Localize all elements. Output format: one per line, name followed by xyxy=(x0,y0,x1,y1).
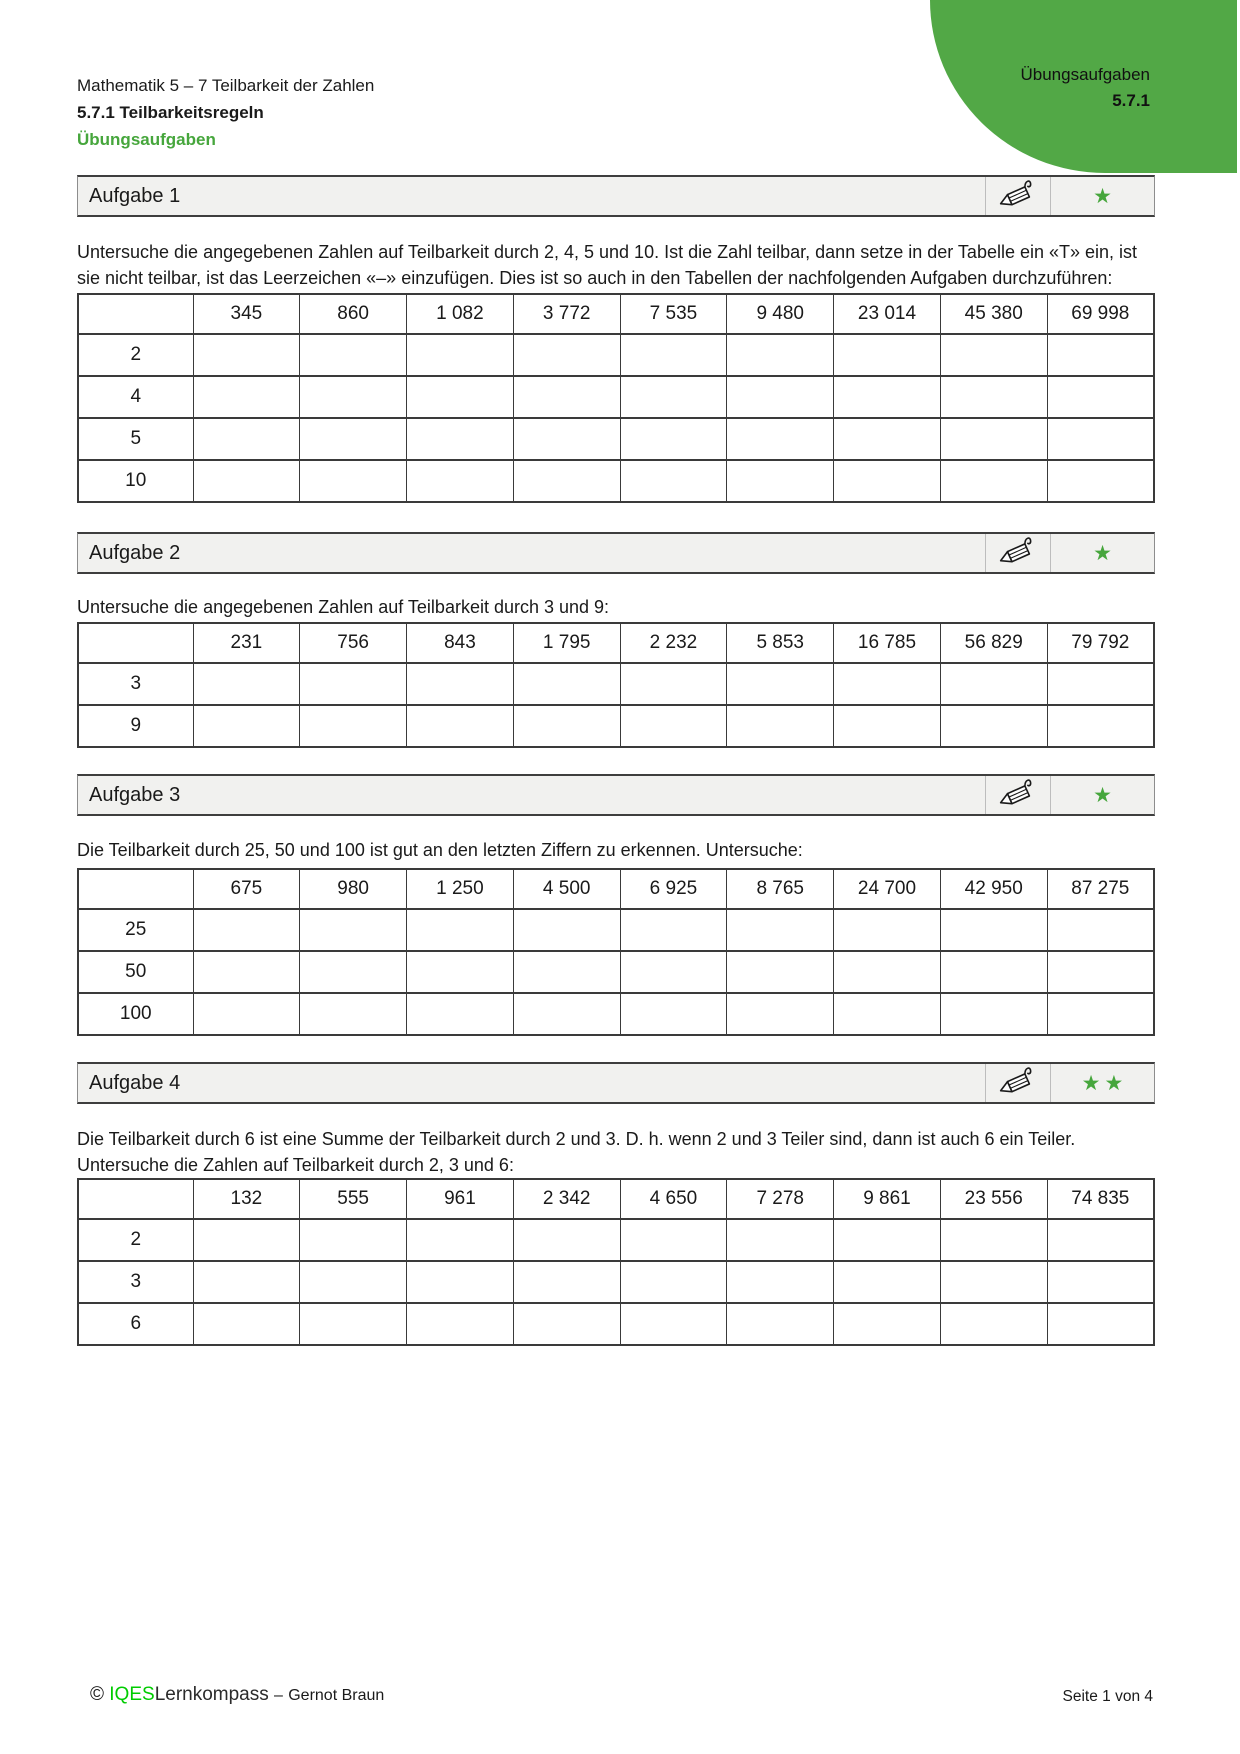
divisor-row-label: 6 xyxy=(78,1303,193,1345)
answer-cell xyxy=(834,663,941,705)
answer-cell xyxy=(1047,1303,1154,1345)
answer-cell xyxy=(834,1261,941,1303)
answer-cell xyxy=(407,663,514,705)
table-row xyxy=(78,1219,1154,1261)
task-title: Aufgabe 4 xyxy=(89,1071,181,1094)
task-section-2 xyxy=(77,532,1155,748)
pencil-icon xyxy=(985,1064,1050,1102)
table-row xyxy=(78,376,1154,418)
answer-cell xyxy=(193,705,300,747)
table-row xyxy=(78,909,1154,951)
divisibility-table xyxy=(77,622,1155,748)
answer-cell xyxy=(513,376,620,418)
answer-cell xyxy=(1047,909,1154,951)
answer-cell xyxy=(193,376,300,418)
number-column-header: 345 xyxy=(193,294,300,334)
answer-cell xyxy=(940,1261,1047,1303)
answer-cell xyxy=(193,951,300,993)
page-indicator: Seite 1 von 4 xyxy=(1062,1688,1153,1705)
answer-cell xyxy=(940,993,1047,1035)
answer-cell xyxy=(193,663,300,705)
answer-cell xyxy=(727,460,834,502)
number-column-header: 7 278 xyxy=(727,1179,834,1219)
footer-brand xyxy=(90,1684,384,1706)
pencil-icon xyxy=(985,534,1050,572)
answer-cell xyxy=(300,418,407,460)
number-column-header: 555 xyxy=(300,1179,407,1219)
divisor-row-label: 50 xyxy=(78,951,193,993)
task-section-4 xyxy=(77,1062,1155,1346)
table-header-row xyxy=(78,623,1154,663)
task-instruction: Untersuche die angegebenen Zahlen auf Teilbarkeit durch 3 und 9: xyxy=(77,597,610,617)
table-row xyxy=(78,1261,1154,1303)
answer-cell xyxy=(193,418,300,460)
answer-cell xyxy=(940,460,1047,502)
number-column-header: 756 xyxy=(300,623,407,663)
answer-cell xyxy=(193,1261,300,1303)
number-column-header: 860 xyxy=(300,294,407,334)
document-header xyxy=(77,72,1155,153)
answer-cell xyxy=(513,909,620,951)
answer-cell xyxy=(407,376,514,418)
answer-cell xyxy=(1047,705,1154,747)
difficulty-stars: ★ xyxy=(1050,776,1154,814)
answer-cell xyxy=(193,1219,300,1261)
answer-cell xyxy=(1047,376,1154,418)
answer-cell xyxy=(300,951,407,993)
answer-cell xyxy=(513,460,620,502)
answer-cell xyxy=(834,1303,941,1345)
answer-cell xyxy=(407,951,514,993)
answer-cell xyxy=(407,418,514,460)
answer-cell xyxy=(1047,663,1154,705)
answer-cell xyxy=(1047,418,1154,460)
number-column-header: 45 380 xyxy=(940,294,1047,334)
number-column-header: 2 232 xyxy=(620,623,727,663)
number-column-header: 23 014 xyxy=(834,294,941,334)
answer-cell xyxy=(940,376,1047,418)
task-instruction: Die Teilbarkeit durch 25, 50 und 100 ist gut an den letzten Ziffern zu erkennen. Untersuche: xyxy=(77,840,803,860)
divisibility-table xyxy=(77,293,1155,503)
answer-cell xyxy=(727,418,834,460)
answer-cell xyxy=(727,951,834,993)
divisor-row-label: 10 xyxy=(78,460,193,502)
divisor-row-label: 9 xyxy=(78,705,193,747)
difficulty-stars: ★ xyxy=(1050,534,1154,572)
answer-cell xyxy=(940,418,1047,460)
divisor-row-label: 25 xyxy=(78,909,193,951)
task-section-3 xyxy=(77,774,1155,1036)
number-column-header: 23 556 xyxy=(940,1179,1047,1219)
number-column-header: 8 765 xyxy=(727,869,834,909)
pencil-icon xyxy=(985,177,1050,215)
copyright-icon: © xyxy=(90,1684,104,1705)
answer-cell xyxy=(940,909,1047,951)
corner-badge-number: 5.7.1 xyxy=(1112,91,1150,110)
answer-cell xyxy=(300,993,407,1035)
number-column-header: 9 480 xyxy=(727,294,834,334)
divisibility-table xyxy=(77,1178,1155,1346)
brand-lernkompass: Lernkompass xyxy=(154,1684,269,1705)
answer-cell xyxy=(407,909,514,951)
answer-cell xyxy=(300,334,407,376)
number-column-header: 42 950 xyxy=(940,869,1047,909)
number-column-header: 3 772 xyxy=(513,294,620,334)
task-title: Aufgabe 3 xyxy=(89,783,181,806)
chapter-title: 5.7.1 Teilbarkeitsregeln xyxy=(77,103,264,122)
number-column-header: 9 861 xyxy=(834,1179,941,1219)
answer-cell xyxy=(300,376,407,418)
answer-cell xyxy=(834,1219,941,1261)
table-row xyxy=(78,951,1154,993)
corner-badge-category: Übungsaufgaben xyxy=(1020,65,1150,84)
answer-cell xyxy=(193,993,300,1035)
number-column-header: 132 xyxy=(193,1179,300,1219)
difficulty-stars: ★★ xyxy=(1050,1064,1154,1102)
answer-cell xyxy=(300,909,407,951)
answer-cell xyxy=(407,705,514,747)
answer-cell xyxy=(1047,1261,1154,1303)
answer-cell xyxy=(1047,993,1154,1035)
table-row xyxy=(78,1303,1154,1345)
answer-cell xyxy=(300,460,407,502)
answer-cell xyxy=(620,1261,727,1303)
answer-cell xyxy=(940,334,1047,376)
number-column-header: 843 xyxy=(407,623,514,663)
divisor-row-label: 100 xyxy=(78,993,193,1035)
answer-cell xyxy=(620,334,727,376)
answer-cell xyxy=(193,460,300,502)
table-row xyxy=(78,993,1154,1035)
answer-cell xyxy=(727,1261,834,1303)
table-row xyxy=(78,705,1154,747)
answer-cell xyxy=(727,993,834,1035)
number-column-header: 79 792 xyxy=(1047,623,1154,663)
divisor-row-label: 2 xyxy=(78,1219,193,1261)
brand-iqes: IQES xyxy=(109,1684,155,1705)
corner-cell xyxy=(78,1179,193,1219)
number-column-header: 6 925 xyxy=(620,869,727,909)
divisor-row-label: 3 xyxy=(78,1261,193,1303)
answer-cell xyxy=(727,705,834,747)
answer-cell xyxy=(834,993,941,1035)
answer-cell xyxy=(834,909,941,951)
number-column-header: 69 998 xyxy=(1047,294,1154,334)
divisibility-table xyxy=(77,868,1155,1036)
answer-cell xyxy=(620,1219,727,1261)
page-content xyxy=(77,0,1155,1346)
answer-cell xyxy=(513,1219,620,1261)
number-column-header: 5 853 xyxy=(727,623,834,663)
number-column-header: 87 275 xyxy=(1047,869,1154,909)
table-row xyxy=(78,663,1154,705)
table-row xyxy=(78,460,1154,502)
corner-cell xyxy=(78,294,193,334)
table-header-row xyxy=(78,294,1154,334)
answer-cell xyxy=(407,1303,514,1345)
answer-cell xyxy=(727,1303,834,1345)
answer-cell xyxy=(940,663,1047,705)
answer-cell xyxy=(300,663,407,705)
answer-cell xyxy=(834,705,941,747)
answer-cell xyxy=(940,951,1047,993)
answer-cell xyxy=(620,460,727,502)
answer-cell xyxy=(620,418,727,460)
answer-cell xyxy=(193,909,300,951)
answer-cell xyxy=(1047,1219,1154,1261)
answer-cell xyxy=(834,376,941,418)
answer-cell xyxy=(727,376,834,418)
answer-cell xyxy=(300,1219,407,1261)
number-column-header: 980 xyxy=(300,869,407,909)
table-header-row xyxy=(78,869,1154,909)
task-header-bar xyxy=(77,774,1155,816)
course-title: Mathematik 5 – 7 Teilbarkeit der Zahlen xyxy=(77,76,375,95)
answer-cell xyxy=(407,334,514,376)
answer-cell xyxy=(620,705,727,747)
answer-cell xyxy=(620,951,727,993)
answer-cell xyxy=(620,909,727,951)
answer-cell xyxy=(620,993,727,1035)
answer-cell xyxy=(834,951,941,993)
answer-cell xyxy=(620,1303,727,1345)
number-column-header: 74 835 xyxy=(1047,1179,1154,1219)
answer-cell xyxy=(407,1261,514,1303)
task-section-1 xyxy=(77,175,1155,503)
number-column-header: 16 785 xyxy=(834,623,941,663)
number-column-header: 56 829 xyxy=(940,623,1047,663)
answer-cell xyxy=(407,460,514,502)
worksheet-type: Übungsaufgaben xyxy=(77,130,216,149)
answer-cell xyxy=(940,1219,1047,1261)
number-column-header: 4 500 xyxy=(513,869,620,909)
table-row xyxy=(78,418,1154,460)
task-title: Aufgabe 1 xyxy=(89,184,181,207)
number-column-header: 1 250 xyxy=(407,869,514,909)
answer-cell xyxy=(300,1261,407,1303)
answer-cell xyxy=(727,663,834,705)
answer-cell xyxy=(513,705,620,747)
table-header-row xyxy=(78,1179,1154,1219)
table-row xyxy=(78,334,1154,376)
corner-cell xyxy=(78,869,193,909)
answer-cell xyxy=(193,1303,300,1345)
answer-cell xyxy=(300,705,407,747)
answer-cell xyxy=(620,663,727,705)
answer-cell xyxy=(1047,334,1154,376)
divisor-row-label: 5 xyxy=(78,418,193,460)
divisor-row-label: 3 xyxy=(78,663,193,705)
divisor-row-label: 2 xyxy=(78,334,193,376)
task-header-bar xyxy=(77,1062,1155,1104)
divisor-row-label: 4 xyxy=(78,376,193,418)
number-column-header: 231 xyxy=(193,623,300,663)
number-column-header: 4 650 xyxy=(620,1179,727,1219)
answer-cell xyxy=(727,909,834,951)
answer-cell xyxy=(834,418,941,460)
footer-author: Gernot Braun xyxy=(288,1687,385,1704)
number-column-header: 1 082 xyxy=(407,294,514,334)
task-header-bar xyxy=(77,532,1155,574)
number-column-header: 961 xyxy=(407,1179,514,1219)
number-column-header: 1 795 xyxy=(513,623,620,663)
answer-cell xyxy=(513,663,620,705)
answer-cell xyxy=(834,334,941,376)
task-header-bar xyxy=(77,175,1155,217)
answer-cell xyxy=(620,376,727,418)
answer-cell xyxy=(300,1303,407,1345)
answer-cell xyxy=(513,1303,620,1345)
footer-separator: – xyxy=(274,1687,283,1704)
number-column-header: 7 535 xyxy=(620,294,727,334)
answer-cell xyxy=(727,334,834,376)
task-instruction: Untersuche die angegebenen Zahlen auf Teilbarkeit durch 2, 4, 5 und 10. Ist die Zahl teilbar, dann setze in der Tabelle ein «T» ein, ist sie nicht teilbar, ist das Leerzeichen «–» einzufügen. Dies ist so auch in den Tabellen der nachfolgenden Aufgaben durchzuführen: xyxy=(77,242,1138,288)
corner-cell xyxy=(78,623,193,663)
number-column-header: 675 xyxy=(193,869,300,909)
answer-cell xyxy=(407,993,514,1035)
answer-cell xyxy=(407,1219,514,1261)
answer-cell xyxy=(727,1219,834,1261)
difficulty-stars: ★ xyxy=(1050,177,1154,215)
number-column-header: 24 700 xyxy=(834,869,941,909)
number-column-header: 2 342 xyxy=(513,1179,620,1219)
answer-cell xyxy=(1047,951,1154,993)
task-instruction: Die Teilbarkeit durch 6 ist eine Summe der Teilbarkeit durch 2 und 3. D. h. wenn 2 und 3 Teiler sind, dann ist auch 6 ein Teiler. Untersuche die Zahlen auf Teilbarkeit durch 2, 3 und 6: xyxy=(77,1129,1076,1175)
answer-cell xyxy=(940,1303,1047,1345)
task-title: Aufgabe 2 xyxy=(89,541,181,564)
pencil-icon xyxy=(985,776,1050,814)
answer-cell xyxy=(513,418,620,460)
answer-cell xyxy=(940,705,1047,747)
answer-cell xyxy=(834,460,941,502)
answer-cell xyxy=(513,1261,620,1303)
answer-cell xyxy=(513,951,620,993)
answer-cell xyxy=(193,334,300,376)
answer-cell xyxy=(1047,460,1154,502)
answer-cell xyxy=(513,334,620,376)
answer-cell xyxy=(513,993,620,1035)
